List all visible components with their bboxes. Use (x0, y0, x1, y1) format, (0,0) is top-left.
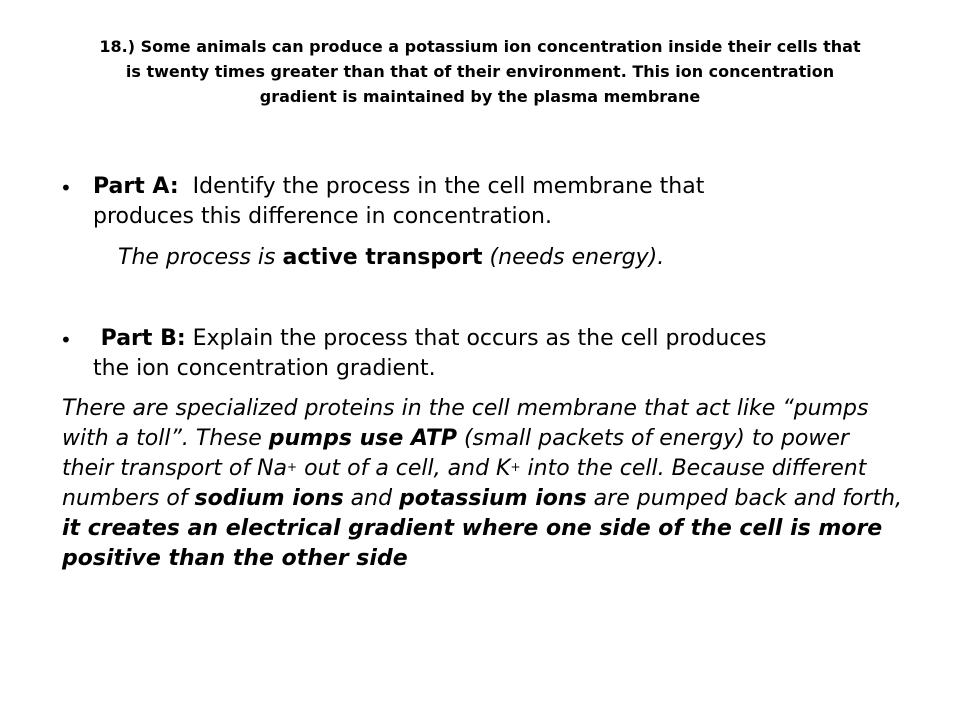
part-a-bullet (60, 172, 900, 232)
answer-b-bold-potassium: potassium ions (399, 486, 587, 511)
answer-b-text-1: There are specialized proteins in the cell membrane that act like “pumps with a toll”. These (62, 396, 869, 451)
title-line-2: is twenty times greater than that of their environment. This ion concentration (125, 62, 835, 81)
part-a-question-line-2: produces this difference in concentration. (93, 204, 552, 229)
k-superscript: + (510, 460, 521, 474)
answer-b-bold-gradient: it creates an electrical gradient where one side of the cell is more positive than the other side (62, 516, 883, 571)
part-b-label: Part B: (93, 326, 186, 351)
answer-b-text-3: out of a cell, and K (297, 456, 511, 481)
part-a-answer (118, 243, 664, 273)
part-a-answer-pre: The process is (118, 245, 283, 270)
answer-b-text-6: are pumped back and forth, (586, 486, 903, 511)
part-a-answer-post: (needs energy). (482, 245, 665, 270)
slide-title (50, 34, 910, 109)
part-b-question-line-1: Explain the process that occurs as the cell produces (185, 326, 767, 351)
part-b-question (93, 324, 900, 384)
part-a-label: Part A: (93, 174, 179, 199)
na-superscript: + (287, 460, 298, 474)
title-line-3: gradient is maintained by the plasma membrane (259, 87, 701, 106)
bullet-icon: • (60, 176, 72, 200)
bullet-icon: • (60, 328, 72, 352)
part-b-bullet (60, 324, 900, 384)
answer-b-text-4: into the cell. Because different numbers of (62, 456, 867, 511)
part-a-question (93, 172, 900, 232)
part-b-question-line-2: the ion concentration gradient. (93, 356, 436, 381)
part-b-answer (62, 394, 902, 574)
answer-b-bold-sodium: sodium ions (194, 486, 344, 511)
part-a-answer-bold: active transport (282, 245, 483, 270)
title-line-1: 18.) Some animals can produce a potassium ion concentration inside their cells that (99, 37, 861, 56)
answer-b-bold-pumps: pumps use ATP (268, 426, 457, 451)
answer-b-text-2: (small packets of energy) to power their transport of Na (62, 426, 849, 481)
part-a-question-line-1: Identify the process in the cell membrane that (178, 174, 705, 199)
answer-b-text-5: and (343, 486, 400, 511)
